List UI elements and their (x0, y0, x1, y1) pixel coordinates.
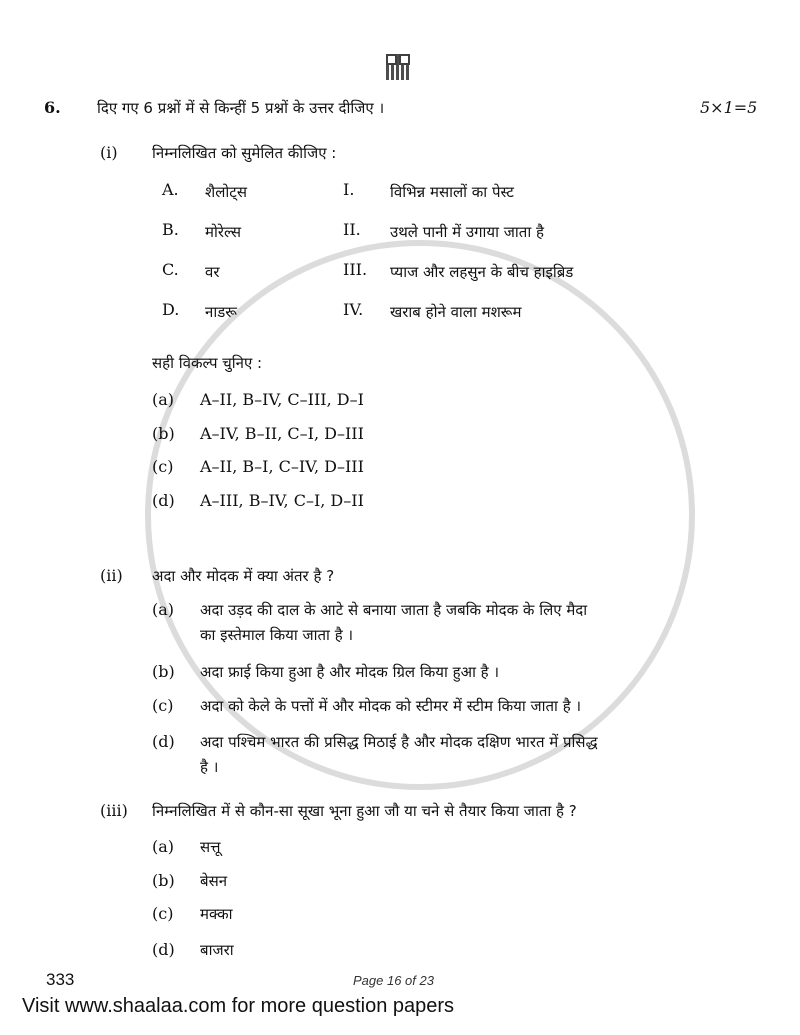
match-left-key: C. (162, 260, 179, 279)
match-left-key: A. (162, 180, 179, 199)
q2-label: (ii) (100, 566, 123, 585)
q1-label: (i) (100, 143, 118, 162)
question-number: 6. (44, 98, 61, 117)
option-key: (b) (152, 424, 175, 443)
option-key: (d) (152, 491, 175, 510)
option-text-cont: है । (200, 758, 219, 776)
q1-prompt: निम्नलिखित को सुमेलित कीजिए : (152, 144, 337, 162)
q1-choose: सही विकल्प चुनिए : (152, 354, 263, 372)
option-key: (c) (152, 696, 174, 715)
option-key: (b) (152, 662, 175, 681)
footer-visit-link[interactable]: Visit www.shaalaa.com for more question papers (22, 995, 455, 1017)
option-text: मक्का (200, 905, 233, 923)
match-right-text: खराब होने वाला मशरूम (390, 303, 522, 321)
option-key: (c) (152, 904, 174, 923)
option-key: (a) (152, 600, 175, 619)
match-left-key: B. (162, 220, 179, 239)
match-left-text: मोरेल्स (205, 223, 242, 241)
match-left-text: वर (205, 263, 220, 281)
option-text: सत्तू (200, 838, 221, 856)
match-right-text: उथले पानी में उगाया जाता है (390, 223, 544, 241)
q3-label: (iii) (100, 801, 128, 820)
match-left-text: नाडरू (205, 303, 237, 321)
q2-prompt: अदा और मोदक में क्या अंतर है ? (152, 567, 335, 585)
option-text: बेसन (200, 872, 228, 890)
match-right-key: II. (343, 220, 361, 239)
match-right-key: IV. (343, 300, 364, 319)
option-key: (c) (152, 457, 174, 476)
option-key: (d) (152, 732, 175, 751)
match-left-key: D. (162, 300, 180, 319)
match-left-text: शैलोट्स (205, 183, 247, 201)
option-key: (b) (152, 871, 175, 890)
option-key: (d) (152, 940, 175, 959)
option-key: (a) (152, 837, 175, 856)
option-text: अदा उड़द की दाल के आटे से बनाया जाता है जबकि मोदक के लिए मैदा (200, 601, 588, 619)
match-right-text: प्याज और लहसुन के बीच हाइब्रिड (390, 263, 574, 281)
option-text: A–IV, B–II, C–I, D–III (200, 424, 364, 443)
option-text: अदा फ्राई किया हुआ है और मोदक ग्रिल किया हुआ है । (200, 663, 500, 681)
option-text: अदा पश्चिम भारत की प्रसिद्ध मिठाई है और मोदक दक्षिण भारत में प्रसिद्ध (200, 733, 598, 751)
qr-code-icon (386, 54, 410, 80)
option-key: (a) (152, 390, 175, 409)
option-text-cont: का इस्तेमाल किया जाता है । (200, 626, 354, 644)
option-text: A–II, B–I, C–IV, D–III (200, 457, 364, 476)
page-number: Page 16 of 23 (353, 973, 434, 988)
option-text: A–III, B–IV, C–I, D–II (200, 491, 364, 510)
option-text: बाजरा (200, 941, 234, 959)
q3-prompt: निम्नलिखित में से कौन-सा सूखा भूना हुआ जौ या चने से तैयार किया जाता है ? (152, 802, 577, 820)
match-right-key: I. (343, 180, 355, 199)
match-right-key: III. (343, 260, 368, 279)
match-right-text: विभिन्न मसालों का पेस्ट (390, 183, 514, 201)
option-text: अदा को केले के पत्तों में और मोदक को स्टीमर में स्टीम किया जाता है । (200, 697, 582, 715)
question-instruction: दिए गए 6 प्रश्नों में से किन्हीं 5 प्रश्नों के उत्तर दीजिए । (97, 99, 385, 117)
option-text: A–II, B–IV, C–III, D–I (200, 390, 364, 409)
question-marks: 5×1=5 (700, 98, 758, 117)
paper-code: 333 (46, 970, 75, 989)
